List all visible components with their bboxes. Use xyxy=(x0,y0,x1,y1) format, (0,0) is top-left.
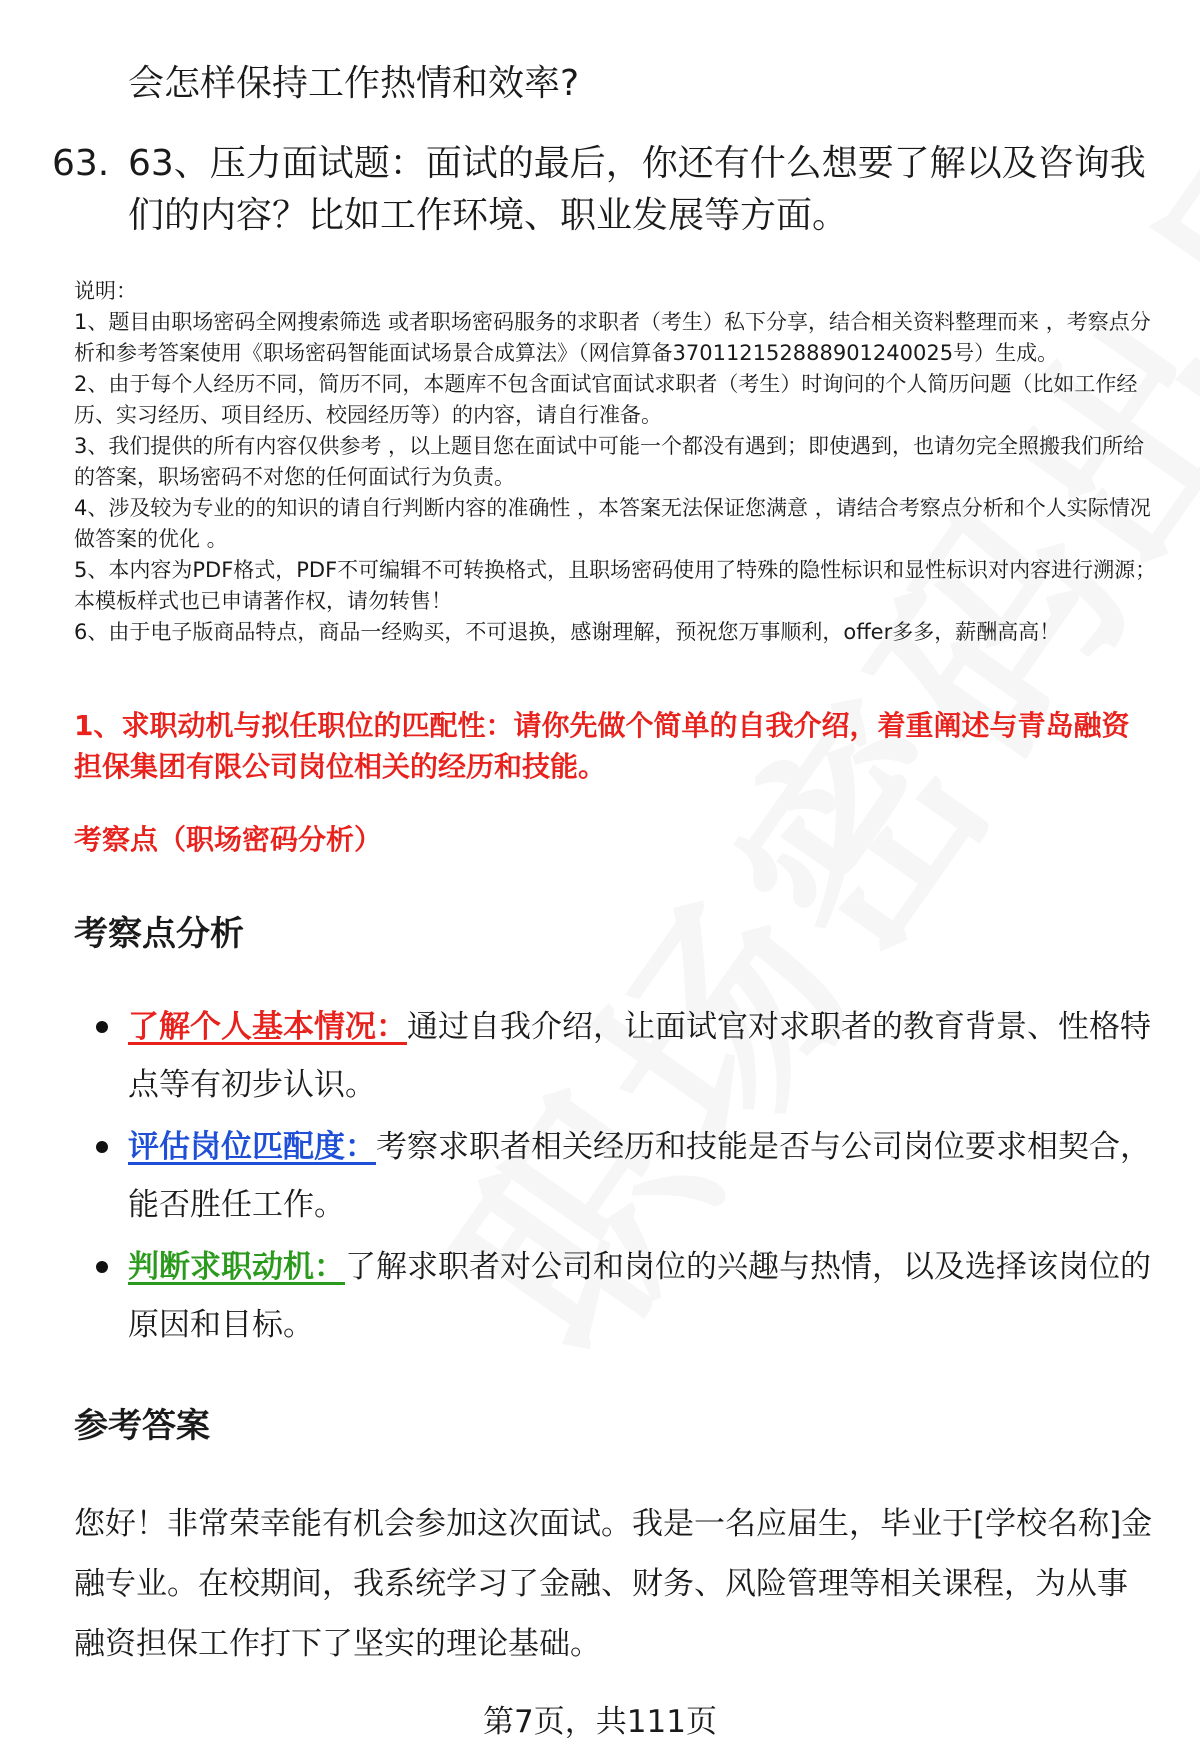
bullet-dot-icon xyxy=(96,1021,108,1033)
analysis-bullet xyxy=(96,998,1156,1114)
note-line: 6、由于电子版商品特点，商品一经购买，不可退换，感谢理解，预祝您万事顺利，offer多多，薪酬高高！ xyxy=(74,620,1061,644)
answer-title: 参考答案 xyxy=(74,1406,210,1446)
question-text: 63、压力面试题：面试的最后，你还有什么想要了解以及咨询我们的内容？比如工作环境、职业发展等方面。 xyxy=(128,143,1146,236)
note-line: 说明： xyxy=(74,279,137,303)
disclaimer-notes xyxy=(74,276,1159,648)
note-line: 2、由于每个人经历不同，简历不同，本题库不包含面试官面试求职者（考生）时询问的个人简历问题（比如工作经历、实习经历、项目经历、校园经历等）的内容，请自行准备。 xyxy=(74,372,1138,427)
question-number: 63. xyxy=(52,143,110,184)
note-line: 5、本内容为PDF格式，PDF不可编辑不可转换格式，且职场密码使用了特殊的隐性标识和显性标识对内容进行溯源；本模板样式也已申请著作权，请勿转售！ xyxy=(74,558,1157,613)
answer-text: 您好！非常荣幸能有机会参加这次面试。我是一名应届生，毕业于[学校名称]金融专业。在校期间，我系统学习了金融、财务、风险管理等相关课程，为从事融资担保工作打下了坚实的理论基础。 xyxy=(74,1506,1153,1662)
previous-question-continuation: 会怎样保持工作热情和效率? xyxy=(128,63,580,104)
bullet-lead: 评估岗位匹配度： xyxy=(128,1129,376,1165)
note-line: 4、涉及较为专业的的知识的请自行判断内容的准确性 ，本答案无法保证您满意 ，请结合考察点分析和个人实际情况做答案的优化 。 xyxy=(74,496,1151,551)
bullet-lead: 了解个人基本情况： xyxy=(128,1009,407,1045)
analysis-bullet-list xyxy=(96,998,1156,1358)
note-line: 1、题目由职场密码全网搜索筛选 或者职场密码服务的求职者（考生）私下分享，结合相关资料整理而来 ，考察点分析和参考答案使用《职场密码智能面试场景合成算法》（网信算备370112152888901240025号）生成。 xyxy=(74,310,1151,365)
analysis-bullet xyxy=(96,1118,1156,1234)
bullet-text: 通过自我介绍，让面试官对求职者的教育背景、性格特点等有初步认识。 xyxy=(128,1009,1151,1103)
main-question-heading: 1、求职动机与拟任职位的匹配性：请你先做个简单的自我介绍，着重阐述与青岛融资担保集团有限公司岗位相关的经历和技能。 xyxy=(74,709,1130,783)
page-footer: 第7页，共111页 xyxy=(483,1704,717,1740)
bullet-dot-icon xyxy=(96,1261,108,1273)
question-item xyxy=(52,138,1162,242)
analysis-title: 考察点分析 xyxy=(74,914,244,954)
bullet-dot-icon xyxy=(96,1141,108,1153)
kaocha-label: 考察点（职场密码分析） xyxy=(74,823,383,856)
analysis-bullet xyxy=(96,1238,1156,1354)
bullet-text: 考察求职者相关经历和技能是否与公司岗位要求相契合，能否胜任工作。 xyxy=(128,1129,1151,1223)
note-line: 3、我们提供的所有内容仅供参考 ，以上题目您在面试中可能一个都没有遇到；即使遇到，也请勿完全照搬我们所给的答案，职场密码不对您的任何面试行为负责。 xyxy=(74,434,1145,489)
bullet-text: 了解求职者对公司和岗位的兴趣与热情，以及选择该岗位的原因和目标。 xyxy=(128,1249,1151,1343)
bullet-lead: 判断求职动机： xyxy=(128,1249,345,1285)
